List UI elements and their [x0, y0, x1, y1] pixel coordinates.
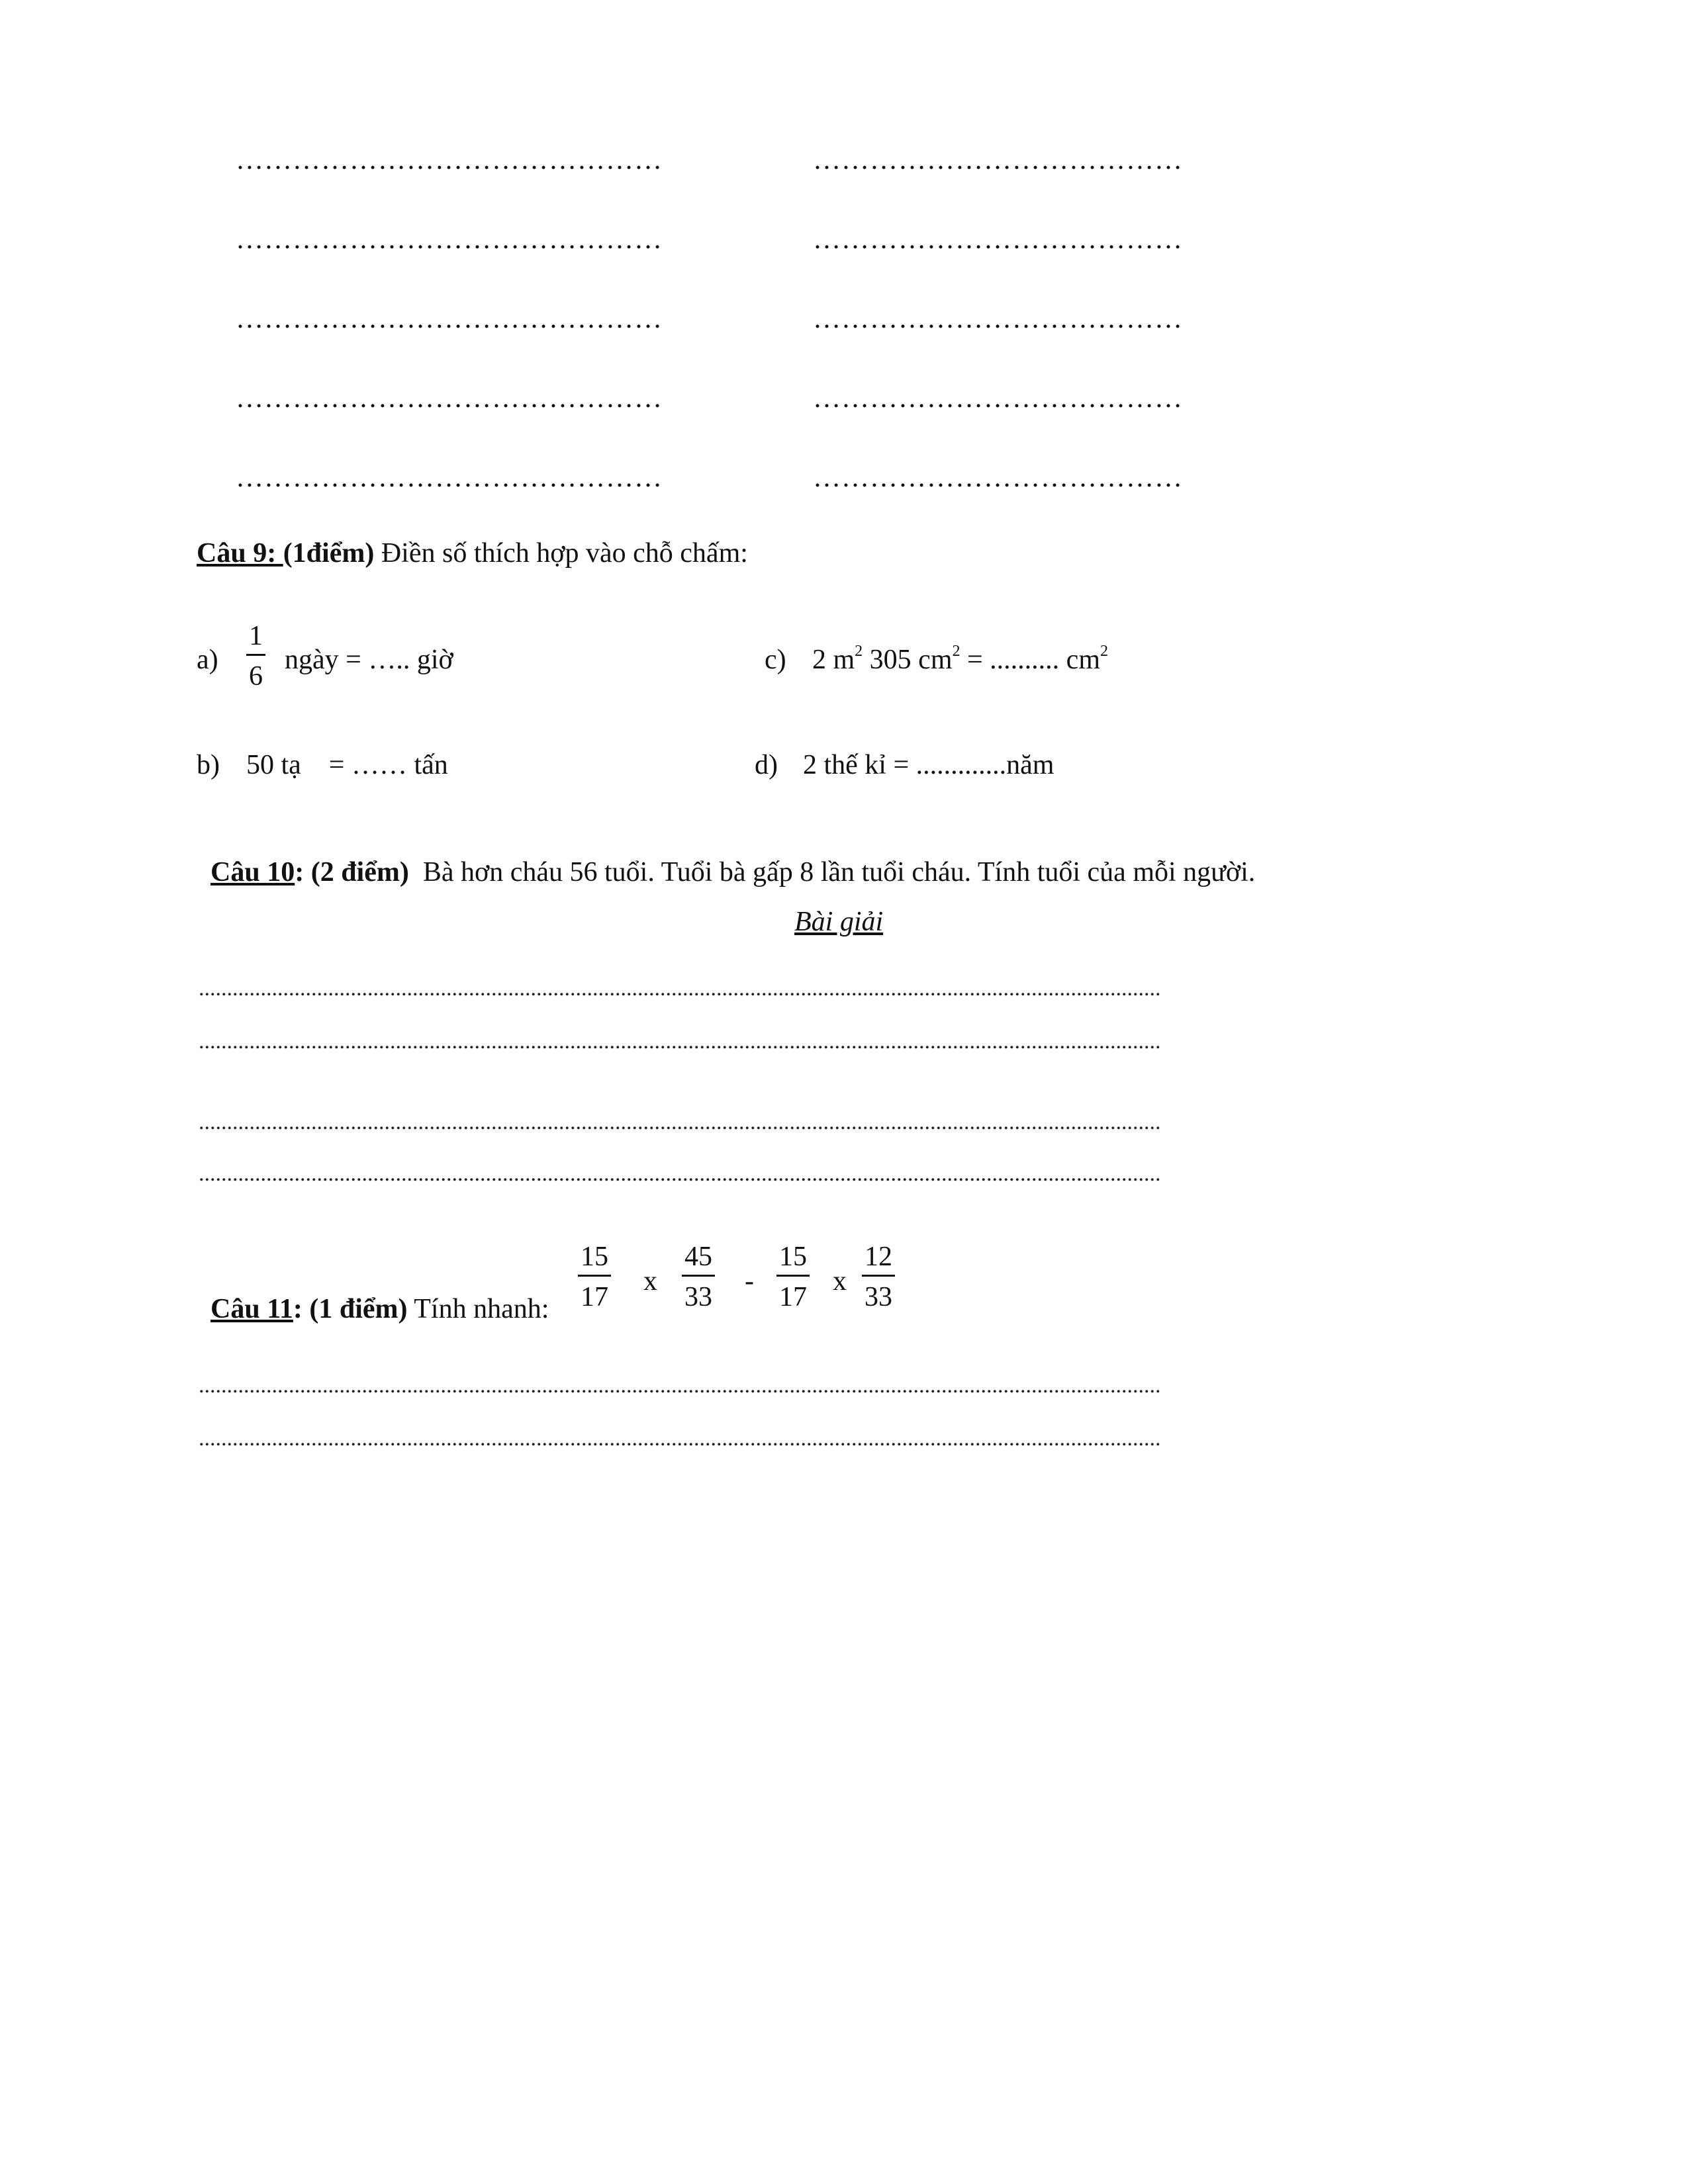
fraction-numerator: 45 — [684, 1242, 712, 1272]
answer-line-left: ……………………………………… — [236, 304, 663, 334]
q9-c-part2: 305 cm — [863, 645, 953, 675]
fraction-numerator: 1 — [249, 621, 263, 651]
q11-instruction: Tính nhanh: — [407, 1294, 549, 1324]
answer-line-right: ………………………………… — [813, 383, 1183, 414]
q9-c-part1: 2 m — [812, 645, 855, 675]
q11-colon: : — [293, 1294, 303, 1324]
fraction-numerator: 15 — [779, 1242, 807, 1272]
fraction-denominator: 17 — [779, 1282, 807, 1312]
q10-problem: Bà hơn cháu 56 tuổi. Tuổi bà gấp 8 lần tuổi cháu. Tính tuổi của mỗi người. — [408, 857, 1256, 887]
q9-a-text: ngày = ….. giờ — [285, 645, 453, 675]
q9-a-fraction — [246, 622, 265, 690]
q11-fraction-3 — [776, 1243, 810, 1311]
q11-heading — [197, 1267, 549, 1323]
q9-c-sup3: 2 — [1100, 643, 1108, 660]
answer-line-right: ………………………………… — [813, 224, 1183, 255]
q11-answer-line: ........................................................................................................................................................................... — [199, 1373, 1161, 1398]
q9-label: Câu 9: — [197, 538, 283, 569]
answer-line-left: ……………………………………… — [236, 145, 663, 175]
q9-c-sup2: 2 — [952, 643, 961, 660]
q11-operator-times: x — [833, 1266, 847, 1297]
q10-label: Câu 10 — [211, 857, 295, 887]
q11-fraction-4 — [862, 1243, 895, 1311]
q9-b-label: b) — [197, 750, 220, 780]
q11-fraction-2 — [682, 1243, 715, 1311]
answer-line-right: ………………………………… — [813, 145, 1183, 175]
q9-d-text: 2 thế kỉ = .............năm — [803, 750, 1055, 780]
q9-heading — [197, 539, 748, 567]
q9-d-label: d) — [755, 750, 778, 780]
q10-colon: : — [295, 857, 305, 887]
q10-answer-line: ........................................................................................................................................................................... — [199, 1110, 1161, 1134]
answer-line-left: ……………………………………… — [236, 383, 663, 414]
q11-points: (1 điểm) — [302, 1294, 408, 1324]
q11-label: Câu 11 — [211, 1294, 293, 1324]
answer-line-left: ……………………………………… — [236, 463, 663, 493]
answer-line-right: ………………………………… — [813, 304, 1183, 334]
answer-line-right: ………………………………… — [813, 463, 1183, 493]
q10-points: (2 điểm) — [304, 857, 409, 887]
q11-fraction-1 — [578, 1243, 611, 1311]
fraction-denominator: 6 — [249, 661, 263, 692]
q9-a-label: a) — [197, 645, 218, 675]
fraction-denominator: 33 — [684, 1282, 712, 1312]
fraction-numerator: 15 — [581, 1242, 608, 1272]
q11-operator-times: x — [643, 1266, 657, 1297]
q10-answer-line: ........................................................................................................................................................................... — [199, 976, 1161, 1001]
q9-c-sup1: 2 — [855, 643, 863, 660]
q9-instruction: Điền số thích hợp vào chỗ chấm: — [374, 538, 748, 569]
q9-c-text — [812, 643, 1108, 675]
q11-operator-minus: - — [745, 1266, 754, 1297]
q10-answer-line: ........................................................................................................................................................................... — [199, 1029, 1161, 1054]
q9-b-text: 50 tạ = …… tấn — [246, 750, 448, 780]
q9-c-label: c) — [765, 645, 786, 675]
answer-line-left: ……………………………………… — [236, 224, 663, 255]
q9-c-part3: = .......... cm — [960, 645, 1100, 675]
q10-solution-title: Bài giải — [794, 907, 884, 937]
q10-heading — [197, 831, 1255, 886]
q11-answer-line: ........................................................................................................................................................................... — [199, 1426, 1161, 1451]
q10-answer-line: ........................................................................................................................................................................... — [199, 1161, 1161, 1186]
fraction-denominator: 33 — [865, 1282, 892, 1312]
fraction-denominator: 17 — [581, 1282, 608, 1312]
fraction-numerator: 12 — [865, 1242, 892, 1272]
q9-points: (1điểm) — [283, 538, 375, 569]
